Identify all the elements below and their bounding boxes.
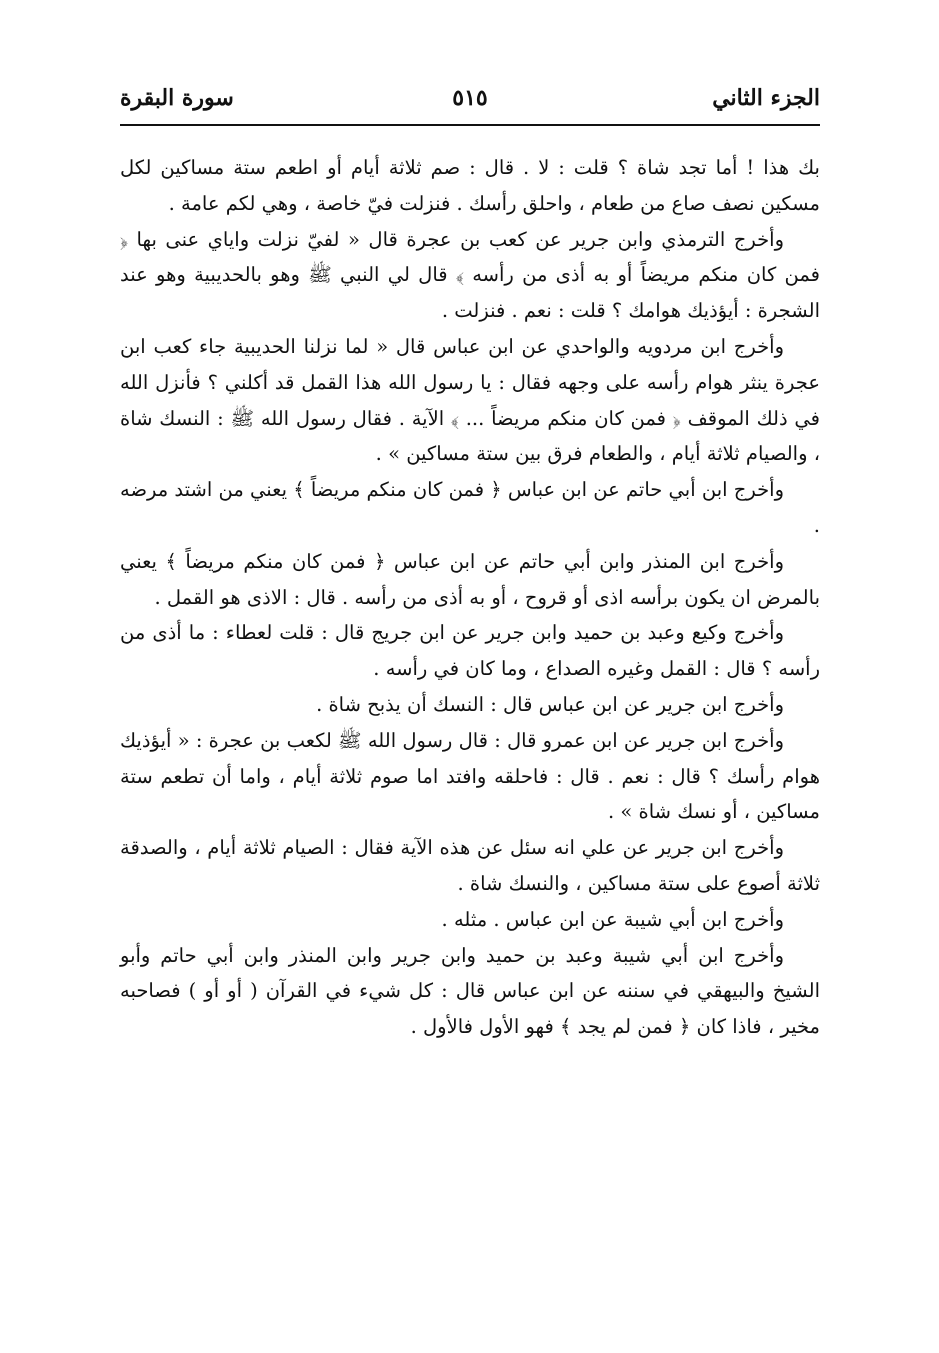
paragraph: وأخرج ابن المنذر وابن أبي حاتم عن ابن عباس ﴿ فمن كان منكم مريضاً ﴾ يعني بالمرض ان يكون برأسه اذى أو قروح ، أو به أذى من رأسه . قال : الاذى هو القمل . <box>120 549 820 609</box>
paragraph: وأخرج الترمذي وابن جرير عن كعب بن عجرة قال « لفيّ نزلت واياي عنى بها ﴿ فمن كان منكم مريضاً أو به أذى من رأسه ﴾ قال لي النبي ﷺ وهو بالحديبية وهو عند الشجرة : أيؤذيك هوامك ؟ قلت : نعم . فنزلت . <box>120 227 820 323</box>
paragraph: وأخرج ابن جرير عن ابن عمرو قال : قال رسول الله ﷺ لكعب بن عجرة : « أيؤذيك هوام رأسك ؟ قال : نعم . قال : فاحلقه وافتد اما صوم ثلاثة أيام ، واما أن تطعم ستة مساكين ، أو نسك شاة » . <box>120 728 820 824</box>
paragraph: وأخرج ابن جرير عن علي انه سئل عن هذه الآية فقال : الصيام ثلاثة أيام ، والصدقة ثلاثة أصوع على ستة مساكين ، والنسك شاة . <box>120 836 820 895</box>
page-body <box>120 150 820 1045</box>
paragraph: وأخرج ابن جرير عن ابن عباس قال : النسك أن يذبح شاة . <box>316 692 784 716</box>
part-title: الجزء الثاني <box>712 85 820 111</box>
paragraph: وأخرج ابن أبي شيبة وعبد بن حميد وابن جرير وابن المنذر وابن أبي حاتم وأبو الشيخ والبيهقي في سننه عن ابن عباس قال : كل شيء في القرآن ( أو أو ) فصاحبه مخير ، فاذا كان ﴿ فمن لم يجد ﴾ فهو الأول فالأول . <box>120 943 820 1039</box>
paragraph: وأخرج ابن أبي شيبة عن ابن عباس . مثله . <box>441 907 784 931</box>
page-header <box>120 78 820 118</box>
paragraph: وأخرج وكيع وعبد بن حميد وابن جرير عن ابن جريج قال : قلت لعطاء : ما أذى من رأسه ؟ قال : القمل وغيره الصداع ، وما كان في رأسه . <box>120 621 820 681</box>
paragraph: وأخرج ابن مردويه والواحدي عن ابن عباس قال « لما نزلنا الحديبية جاء كعب ابن عجرة ينثر هوام رأسه على وجهه فقال : يا رسول الله هذا القمل قد أكلني ؟ فأنزل الله في ذلك الموقف ﴿ فمن كان منكم مريضاً ... ﴾ الآية . فقال رسول الله ﷺ : النسك شاة ، والصيام ثلاثة أيام ، والطعام فرق بين ستة مساكين » . <box>120 334 820 466</box>
surah-title: سورة البقرة <box>120 85 234 111</box>
paragraph: وأخرج ابن أبي حاتم عن ابن عباس ﴿ فمن كان منكم مريضاً ﴾ يعني من اشتد مرضه . <box>120 478 820 537</box>
page-number: ٥١٥ <box>452 85 488 111</box>
header-rule <box>120 124 820 126</box>
paragraph: بك هذا ! أما تجد شاة ؟ قلت : لا . قال : صم ثلاثة أيام أو اطعم ستة مساكين لكل مسكين نصف صاع من طعام ، واحلق رأسك . فنزلت فيّ خاصة ، وهي لكم عامة . <box>120 156 820 215</box>
